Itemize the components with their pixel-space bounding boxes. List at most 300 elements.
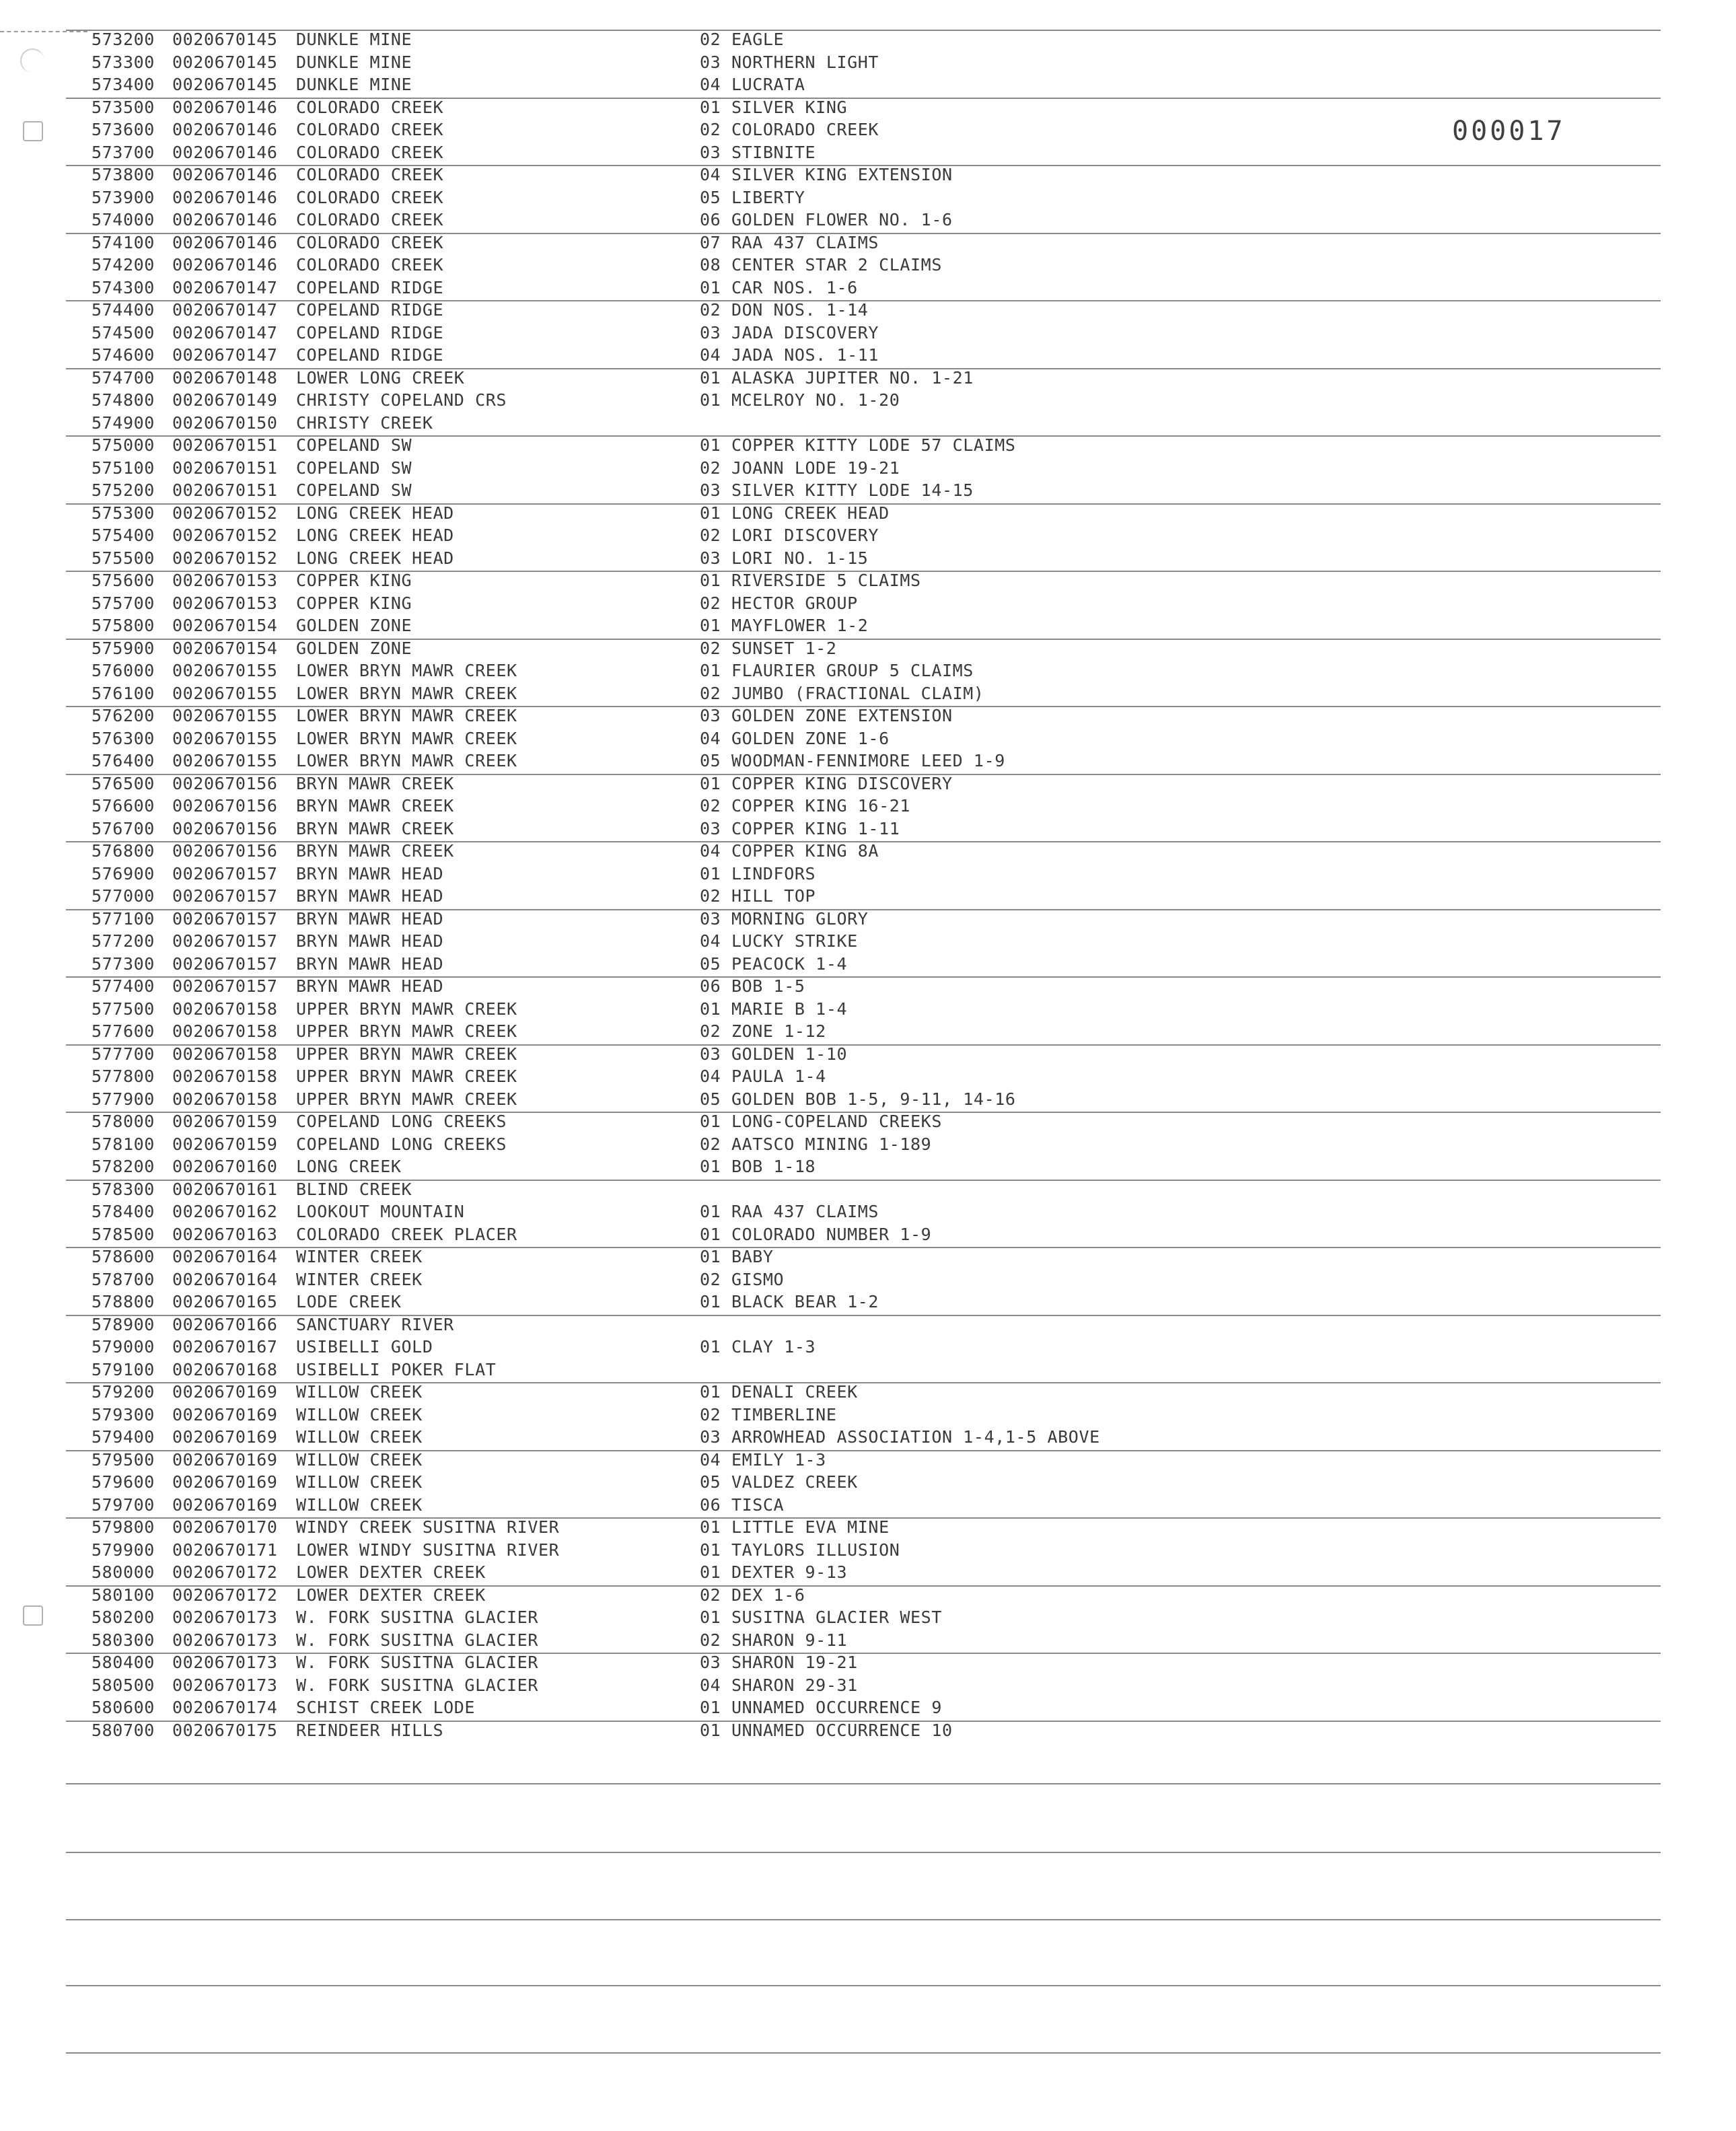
area-name: SCHIST CREEK LODE: [296, 1698, 476, 1717]
claim-entry: 04 SHARON 29-31: [700, 1675, 858, 1695]
claim-entry: 01 SUSITNA GLACIER WEST: [700, 1608, 942, 1627]
record-row: [0, 1065, 1736, 1087]
record-row: [0, 1133, 1736, 1155]
area-name: SANCTUARY RIVER: [296, 1314, 454, 1334]
area-name: COLORADO CREEK: [296, 165, 444, 184]
record-id: 577100: [92, 908, 155, 929]
mine-code: 0020670153: [172, 571, 278, 590]
record-id: 579900: [92, 1540, 155, 1560]
record-id: 576000: [92, 661, 155, 680]
claim-entry: 02 HECTOR GROUP: [700, 593, 858, 613]
record-id: 576400: [92, 751, 155, 770]
claim-entry: 01 TAYLORS ILLUSION: [700, 1540, 900, 1560]
area-name: UPPER BRYN MAWR CREEK: [296, 1067, 517, 1086]
mine-code: 0020670166: [172, 1314, 278, 1334]
claim-entry: 02 AATSCO MINING 1-189: [700, 1134, 932, 1154]
claim-entry: 01 MCELROY NO. 1-20: [700, 390, 900, 410]
claim-entry: 02 SUNSET 1-2: [700, 638, 837, 658]
claim-entry: 03 ARROWHEAD ASSOCIATION 1-4,1-5 ABOVE: [700, 1427, 1100, 1447]
claim-entry: 01 DEXTER 9-13: [700, 1562, 848, 1582]
record-row: [0, 637, 1736, 659]
area-name: COPELAND SW: [296, 480, 412, 500]
claim-entry: 01 SILVER KING: [700, 97, 848, 117]
claim-entry: 02 GISMO: [700, 1269, 785, 1289]
record-row: [0, 299, 1736, 321]
record-row: [0, 1268, 1736, 1291]
claim-entry: 02 LORI DISCOVERY: [700, 526, 879, 545]
mine-code: 0020670150: [172, 412, 278, 433]
claim-entry: 03 NORTHERN LIGHT: [700, 52, 879, 72]
form-rule-line: [66, 233, 1661, 234]
record-id: 579000: [92, 1337, 155, 1357]
record-id: 574100: [92, 232, 155, 252]
mine-code: 0020670154: [172, 638, 278, 658]
area-name: WILLOW CREEK: [296, 1449, 423, 1470]
mine-code: 0020670151: [172, 480, 278, 500]
area-name: WILLOW CREEK: [296, 1427, 423, 1447]
record-id: 578200: [92, 1157, 155, 1176]
record-row: [0, 682, 1736, 705]
mine-code: 0020670155: [172, 751, 278, 770]
mine-code: 0020670161: [172, 1179, 278, 1199]
mine-code: 0020670156: [172, 841, 278, 861]
area-name: COLORADO CREEK: [296, 97, 444, 117]
record-row: [0, 51, 1736, 73]
record-row: [0, 389, 1736, 411]
record-id: 574600: [92, 345, 155, 365]
area-name: LOWER BRYN MAWR CREEK: [296, 683, 517, 703]
form-rule-line: [66, 1653, 1661, 1654]
record-row: [0, 1245, 1736, 1268]
record-id: 575500: [92, 548, 155, 568]
mine-code: 0020670165: [172, 1292, 278, 1311]
mine-code: 0020670175: [172, 1720, 278, 1740]
area-name: LOWER BRYN MAWR CREEK: [296, 661, 517, 680]
mine-code: 0020670170: [172, 1517, 278, 1537]
claim-entry: 05 LIBERTY: [700, 187, 805, 207]
record-row: [0, 818, 1736, 840]
mine-code: 0020670147: [172, 322, 278, 342]
claim-entry: 01 COPPER KING DISCOVERY: [700, 773, 953, 793]
claim-entry: 01 BOB 1-18: [700, 1157, 816, 1176]
record-row: [0, 1471, 1736, 1493]
claim-entry: 01 UNNAMED OCCURRENCE 10: [700, 1720, 953, 1740]
area-name: WILLOW CREEK: [296, 1404, 423, 1424]
claim-entry: 03 SILVER KITTY LODE 14-15: [700, 480, 974, 500]
claim-entry: 01 MAYFLOWER 1-2: [700, 616, 869, 635]
mine-code: 0020670147: [172, 345, 278, 365]
record-row: [0, 231, 1736, 254]
mine-code: 0020670164: [172, 1247, 278, 1266]
form-rule-line: [66, 1315, 1661, 1316]
mine-code: 0020670146: [172, 255, 278, 275]
area-name: WINTER CREEK: [296, 1247, 423, 1266]
area-name: COPELAND SW: [296, 458, 412, 478]
record-row: [0, 1404, 1736, 1426]
record-row: [0, 547, 1736, 569]
claim-entry: 01 LONG-COPELAND CREEKS: [700, 1112, 942, 1131]
record-id: 574700: [92, 367, 155, 388]
area-name: BRYN MAWR CREEK: [296, 796, 454, 816]
record-row: [0, 277, 1736, 299]
area-name: LONG CREEK: [296, 1157, 402, 1176]
claim-entry: 02 EAGLE: [700, 30, 785, 49]
mine-code: 0020670156: [172, 818, 278, 838]
form-rule-line: [66, 1721, 1661, 1722]
area-name: BRYN MAWR HEAD: [296, 908, 444, 929]
mine-code: 0020670157: [172, 908, 278, 929]
claim-entry: 02 COLORADO CREEK: [700, 120, 879, 139]
claim-entry: 01 RAA 437 CLAIMS: [700, 1202, 879, 1221]
form-rule-line: [66, 841, 1661, 842]
form-rule-line: [66, 1985, 1661, 1986]
area-name: COPELAND SW: [296, 435, 412, 455]
area-name: COLORADO CREEK: [296, 255, 444, 275]
mine-code: 0020670162: [172, 1202, 278, 1221]
area-name: LOWER BRYN MAWR CREEK: [296, 706, 517, 725]
claim-entry: 02 TIMBERLINE: [700, 1404, 837, 1424]
record-id: 579100: [92, 1359, 155, 1379]
form-rule-line: [66, 300, 1661, 301]
area-name: COPELAND RIDGE: [296, 300, 444, 320]
claim-entry: 01 MARIE B 1-4: [700, 999, 848, 1019]
record-row: [0, 772, 1736, 795]
record-id: 580300: [92, 1630, 155, 1650]
record-id: 580500: [92, 1675, 155, 1695]
record-id: 576200: [92, 706, 155, 725]
record-id: 580200: [92, 1608, 155, 1627]
claim-entry: 04 LUCKY STRIKE: [700, 931, 858, 951]
record-id: 573900: [92, 187, 155, 207]
record-id: 573700: [92, 142, 155, 162]
mine-code: 0020670169: [172, 1472, 278, 1492]
form-rule-line: [66, 368, 1661, 369]
area-name: COLORADO CREEK: [296, 210, 444, 229]
mine-code: 0020670172: [172, 1585, 278, 1605]
record-row: [0, 524, 1736, 546]
record-id: 576500: [92, 773, 155, 793]
record-row: [0, 953, 1736, 975]
form-rule-line: [66, 571, 1661, 572]
form-rule-line: [66, 30, 1661, 31]
area-name: LODE CREEK: [296, 1292, 402, 1311]
mine-code: 0020670147: [172, 300, 278, 320]
record-id: 573600: [92, 120, 155, 139]
record-id: 578700: [92, 1269, 155, 1289]
mine-code: 0020670152: [172, 526, 278, 545]
record-id: 580000: [92, 1562, 155, 1582]
record-row: [0, 1584, 1736, 1606]
mine-code: 0020670151: [172, 458, 278, 478]
record-row: [0, 1178, 1736, 1200]
area-name: LOWER BRYN MAWR CREEK: [296, 728, 517, 748]
mine-code: 0020670152: [172, 503, 278, 523]
record-row: [0, 885, 1736, 907]
claim-entry: 02 DON NOS. 1-14: [700, 300, 869, 320]
record-row: [0, 840, 1736, 862]
claim-entry: 04 COPPER KING 8A: [700, 841, 879, 861]
record-id: 574900: [92, 412, 155, 433]
area-name: UPPER BRYN MAWR CREEK: [296, 1089, 517, 1109]
area-name: BRYN MAWR CREEK: [296, 818, 454, 838]
record-row: [0, 367, 1736, 389]
record-row: [0, 118, 1736, 141]
record-id: 577300: [92, 953, 155, 974]
claim-entry: 04 LUCRATA: [700, 75, 805, 94]
mine-code: 0020670169: [172, 1382, 278, 1402]
claim-entry: 03 SHARON 19-21: [700, 1653, 858, 1672]
form-rule-line: [66, 909, 1661, 910]
record-row: [0, 28, 1736, 50]
area-name: LOWER WINDY SUSITNA RIVER: [296, 1540, 560, 1560]
record-row: [0, 614, 1736, 637]
record-id: 578100: [92, 1134, 155, 1154]
mine-code: 0020670154: [172, 616, 278, 635]
area-name: WINTER CREEK: [296, 1269, 423, 1289]
record-id: 579400: [92, 1427, 155, 1447]
claim-entry: 06 BOB 1-5: [700, 976, 805, 996]
claim-entry: 05 GOLDEN BOB 1-5, 9-11, 14-16: [700, 1089, 1016, 1109]
mine-code: 0020670157: [172, 863, 278, 883]
claim-entry: 03 LORI NO. 1-15: [700, 548, 869, 568]
record-row: [0, 322, 1736, 344]
area-name: LONG CREEK HEAD: [296, 503, 454, 523]
mine-code: 0020670146: [172, 187, 278, 207]
area-name: COLORADO CREEK: [296, 232, 444, 252]
mine-code: 0020670146: [172, 142, 278, 162]
record-row: [0, 209, 1736, 231]
claim-entry: 01 BLACK BEAR 1-2: [700, 1292, 879, 1311]
area-name: WILLOW CREEK: [296, 1382, 423, 1402]
mine-code: 0020670158: [172, 1044, 278, 1064]
form-rule-line: [66, 1517, 1661, 1519]
record-row: [0, 569, 1736, 591]
area-name: COPPER KING: [296, 593, 412, 613]
form-rule-line: [66, 639, 1661, 640]
record-row: [0, 975, 1736, 997]
area-name: W. FORK SUSITNA GLACIER: [296, 1653, 538, 1672]
mine-code: 0020670157: [172, 953, 278, 974]
record-id: 579600: [92, 1472, 155, 1492]
area-name: BRYN MAWR HEAD: [296, 863, 444, 883]
record-row: [0, 1223, 1736, 1245]
record-row: [0, 863, 1736, 885]
mine-code: 0020670169: [172, 1449, 278, 1470]
area-name: COLORADO CREEK PLACER: [296, 1224, 517, 1244]
record-row: [0, 998, 1736, 1020]
area-name: BRYN MAWR HEAD: [296, 976, 444, 996]
claim-entry: 01 LINDFORS: [700, 863, 816, 883]
record-row: [0, 1336, 1736, 1358]
area-name: BRYN MAWR HEAD: [296, 953, 444, 974]
area-name: BLIND CREEK: [296, 1179, 412, 1199]
mine-code: 0020670157: [172, 931, 278, 951]
area-name: CHRISTY CREEK: [296, 412, 433, 433]
mine-code: 0020670174: [172, 1698, 278, 1717]
claim-entry: 01 FLAURIER GROUP 5 CLAIMS: [700, 661, 974, 680]
mine-code: 0020670173: [172, 1675, 278, 1695]
record-row: [0, 412, 1736, 434]
mine-code: 0020670156: [172, 796, 278, 816]
claim-entry: 01 LITTLE EVA MINE: [700, 1517, 890, 1537]
record-id: 575600: [92, 571, 155, 590]
record-id: 579700: [92, 1494, 155, 1515]
mine-code: 0020670152: [172, 548, 278, 568]
record-row: [0, 502, 1736, 524]
mine-code: 0020670147: [172, 277, 278, 297]
record-id: 580700: [92, 1720, 155, 1740]
mine-code: 0020670163: [172, 1224, 278, 1244]
area-name: COLORADO CREEK: [296, 187, 444, 207]
mine-code: 0020670158: [172, 999, 278, 1019]
claim-entry: 02 ZONE 1-12: [700, 1021, 826, 1041]
record-row: [0, 164, 1736, 186]
record-id: 577800: [92, 1067, 155, 1086]
record-row: [0, 186, 1736, 209]
claim-entry: 04 PAULA 1-4: [700, 1067, 826, 1086]
record-id: 573300: [92, 52, 155, 72]
record-id: 579200: [92, 1382, 155, 1402]
mine-code: 0020670169: [172, 1404, 278, 1424]
record-row: [0, 908, 1736, 930]
claim-entry: 03 GOLDEN 1-10: [700, 1044, 848, 1064]
mine-code: 0020670153: [172, 593, 278, 613]
claim-entry: 04 JADA NOS. 1-11: [700, 345, 879, 365]
claim-entry: 04 GOLDEN ZONE 1-6: [700, 728, 890, 748]
record-id: 575000: [92, 435, 155, 455]
form-rule-line: [66, 1919, 1661, 1920]
form-rule-line: [66, 2052, 1661, 2054]
claim-entry: 01 CLAY 1-3: [700, 1337, 816, 1357]
claim-entry: 08 CENTER STAR 2 CLAIMS: [700, 255, 942, 275]
mine-code: 0020670158: [172, 1021, 278, 1041]
record-row: [0, 1674, 1736, 1696]
record-id: 574000: [92, 210, 155, 229]
mine-code: 0020670172: [172, 1562, 278, 1582]
mine-code: 0020670145: [172, 30, 278, 49]
record-id: 578500: [92, 1224, 155, 1244]
mine-code: 0020670155: [172, 683, 278, 703]
mine-code: 0020670173: [172, 1630, 278, 1650]
claim-entry: 03 COPPER KING 1-11: [700, 818, 900, 838]
record-row: [0, 141, 1736, 164]
record-row: [0, 1426, 1736, 1448]
record-id: 579800: [92, 1517, 155, 1537]
area-name: W. FORK SUSITNA GLACIER: [296, 1675, 538, 1695]
area-name: COPELAND RIDGE: [296, 322, 444, 342]
record-id: 576700: [92, 818, 155, 838]
area-name: COLORADO CREEK: [296, 120, 444, 139]
mine-code: 0020670169: [172, 1494, 278, 1515]
record-id: 579300: [92, 1404, 155, 1424]
record-row: [0, 1359, 1736, 1381]
mine-code: 0020670173: [172, 1608, 278, 1627]
area-name: DUNKLE MINE: [296, 75, 412, 94]
area-name: BRYN MAWR CREEK: [296, 773, 454, 793]
record-id: 575400: [92, 526, 155, 545]
claim-entry: 06 GOLDEN FLOWER NO. 1-6: [700, 210, 953, 229]
record-id: 573500: [92, 97, 155, 117]
record-row: [0, 1449, 1736, 1471]
area-name: WINDY CREEK SUSITNA RIVER: [296, 1517, 560, 1537]
area-name: LOWER DEXTER CREEK: [296, 1562, 486, 1582]
mine-code: 0020670155: [172, 706, 278, 725]
form-rule-line: [66, 1783, 1661, 1784]
record-id: 576300: [92, 728, 155, 748]
area-name: BRYN MAWR HEAD: [296, 886, 444, 906]
form-rule-line: [66, 1044, 1661, 1046]
area-name: LOWER BRYN MAWR CREEK: [296, 751, 517, 770]
record-row: [0, 1494, 1736, 1516]
record-row: [0, 1291, 1736, 1313]
record-id: 579500: [92, 1449, 155, 1470]
record-id: 580100: [92, 1585, 155, 1605]
area-name: COPELAND RIDGE: [296, 277, 444, 297]
record-id: 580400: [92, 1653, 155, 1672]
area-name: UPPER BRYN MAWR CREEK: [296, 1044, 517, 1064]
mine-code: 0020670145: [172, 75, 278, 94]
area-name: UPPER BRYN MAWR CREEK: [296, 1021, 517, 1041]
area-name: BRYN MAWR HEAD: [296, 931, 444, 951]
record-row: [0, 592, 1736, 614]
record-id: 577600: [92, 1021, 155, 1041]
area-name: BRYN MAWR CREEK: [296, 841, 454, 861]
mine-code: 0020670149: [172, 390, 278, 410]
claim-entry: 07 RAA 437 CLAIMS: [700, 232, 879, 252]
mine-code: 0020670171: [172, 1540, 278, 1560]
mine-code: 0020670169: [172, 1427, 278, 1447]
claim-entry: 03 GOLDEN ZONE EXTENSION: [700, 706, 953, 725]
mine-code: 0020670160: [172, 1157, 278, 1176]
record-id: 577700: [92, 1044, 155, 1064]
record-id: 574500: [92, 322, 155, 342]
form-rule-line: [66, 706, 1661, 707]
record-id: 578000: [92, 1112, 155, 1131]
mine-code: 0020670146: [172, 210, 278, 229]
area-name: COPELAND LONG CREEKS: [296, 1112, 507, 1131]
claim-entry: 01 COPPER KITTY LODE 57 CLAIMS: [700, 435, 1016, 455]
claim-entry: 01 UNNAMED OCCURRENCE 9: [700, 1698, 942, 1717]
mine-code: 0020670156: [172, 773, 278, 793]
claim-entry: 01 LONG CREEK HEAD: [700, 503, 890, 523]
record-row: [0, 479, 1736, 501]
mine-code: 0020670146: [172, 165, 278, 184]
area-name: GOLDEN ZONE: [296, 616, 412, 635]
record-id: 574800: [92, 390, 155, 410]
record-id: 576600: [92, 796, 155, 816]
form-rule-line: [66, 503, 1661, 505]
record-id: 578600: [92, 1247, 155, 1266]
record-id: 576100: [92, 683, 155, 703]
record-row: [0, 705, 1736, 727]
mine-code: 0020670167: [172, 1337, 278, 1357]
record-id: 578400: [92, 1202, 155, 1221]
record-id: 575700: [92, 593, 155, 613]
claim-entry: 02 DEX 1-6: [700, 1585, 805, 1605]
area-name: COPELAND LONG CREEKS: [296, 1134, 507, 1154]
claim-entry: 02 JOANN LODE 19-21: [700, 458, 900, 478]
record-row: [0, 930, 1736, 952]
claim-entry: 01 DENALI CREEK: [700, 1382, 858, 1402]
mine-code: 0020670155: [172, 661, 278, 680]
record-id: 577900: [92, 1089, 155, 1109]
claim-entry: 02 SHARON 9-11: [700, 1630, 848, 1650]
form-rule-line: [66, 165, 1661, 166]
mine-code: 0020670159: [172, 1112, 278, 1131]
record-row: [0, 1381, 1736, 1403]
claim-entry: 01 ALASKA JUPITER NO. 1-21: [700, 367, 974, 388]
mine-code: 0020670146: [172, 97, 278, 117]
